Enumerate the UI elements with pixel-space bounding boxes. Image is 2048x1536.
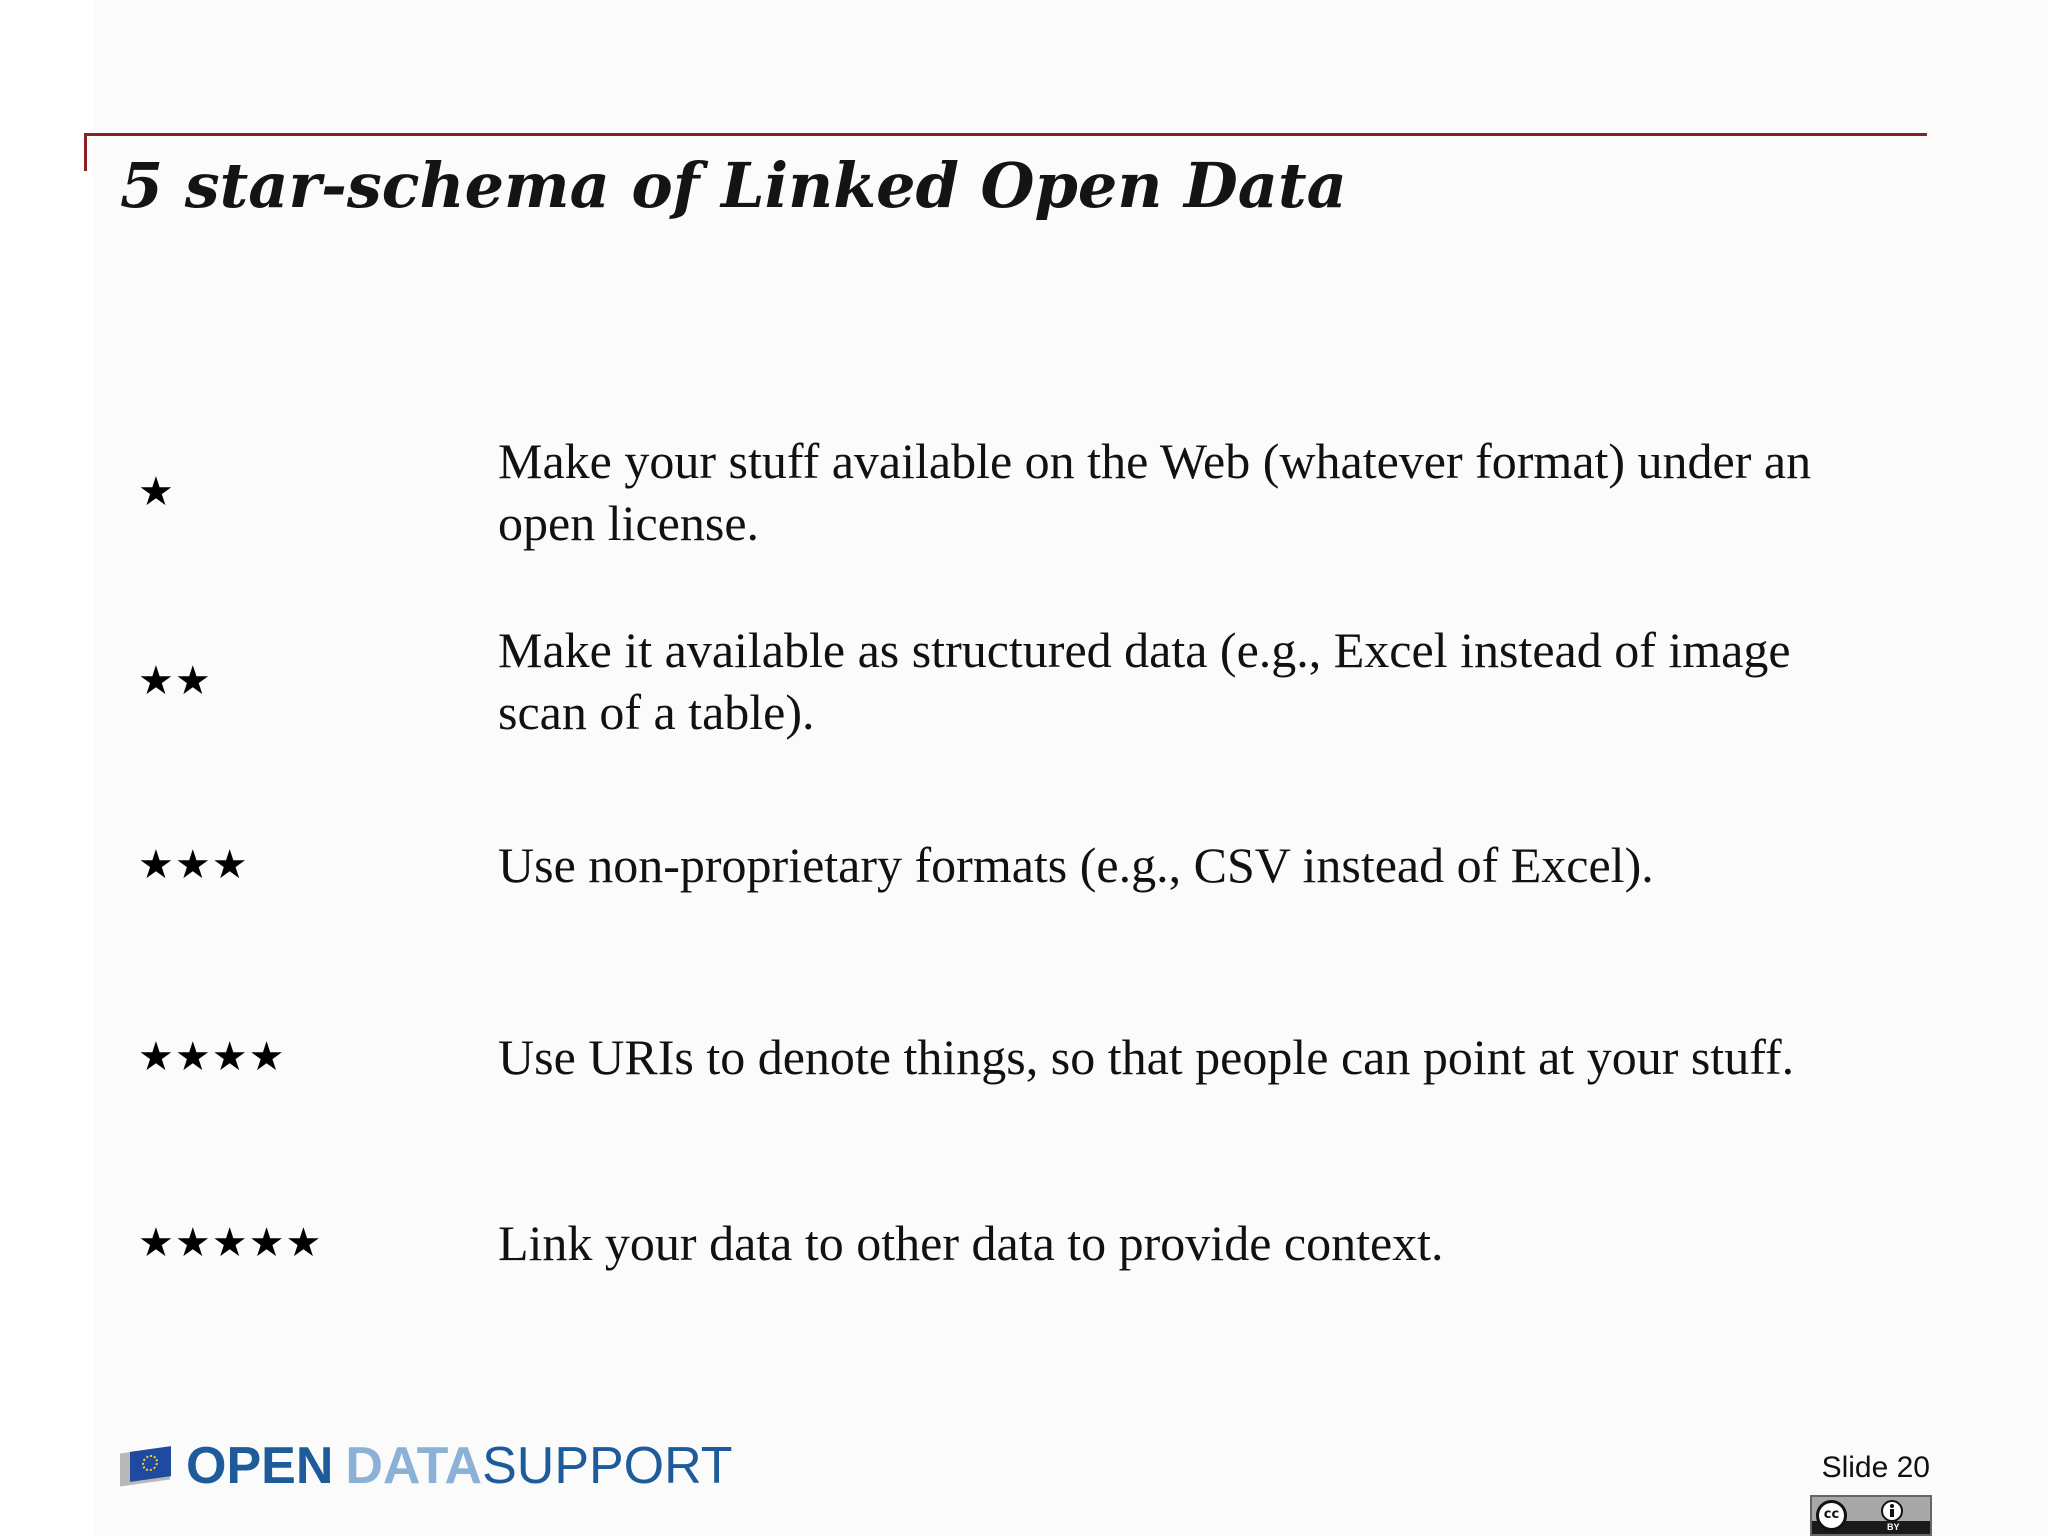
logo-support-text: SUPPORT [482, 1437, 733, 1495]
rating-description-5: Link your data to other data to provide context. [498, 1215, 1444, 1271]
rating-row-4-stars [138, 995, 1858, 1119]
three-star-icon: ★★★ [138, 842, 249, 888]
eu-flag-face [130, 1446, 171, 1482]
license-label: BY [1887, 1522, 1900, 1532]
cc-icon: cc [1816, 1500, 1847, 1531]
rating-row-2-stars [138, 619, 1858, 743]
rating-description-1: Make your stuff available on the Web (whatever format) under an open license. [498, 433, 1812, 551]
open-data-support-logo [120, 1437, 733, 1495]
logo-data-text: DATA [345, 1437, 483, 1495]
rating-row-5-stars [138, 1212, 1858, 1274]
rating-description-3: Use non-proprietary formats (e.g., CSV instead of Excel). [498, 837, 1654, 893]
one-star-icon: ★ [138, 469, 175, 515]
logo-open-text: OPEN [186, 1437, 334, 1495]
rating-description-2: Make it available as structured data (e.g., Excel instead of image scan of a table). [498, 622, 1791, 740]
five-star-icon: ★★★★★ [138, 1220, 323, 1266]
four-star-icon: ★★★★ [138, 1034, 286, 1080]
two-star-icon: ★★ [138, 658, 212, 704]
rating-row-3-stars [138, 834, 1858, 896]
rating-description-4: Use URIs to denote things, so that people can point at your stuff. [498, 1029, 1795, 1085]
creative-commons-by-icon [1810, 1495, 1932, 1536]
rating-row-1-star [138, 430, 1858, 554]
attribution-icon [1881, 1500, 1903, 1522]
slide-title: 5 star-schema of Linked Open Data [120, 149, 1347, 222]
slide-number: Slide 20 [1821, 1451, 1930, 1484]
open-data-support-wordmark [186, 1437, 733, 1495]
eu-flag-icon [120, 1443, 176, 1489]
